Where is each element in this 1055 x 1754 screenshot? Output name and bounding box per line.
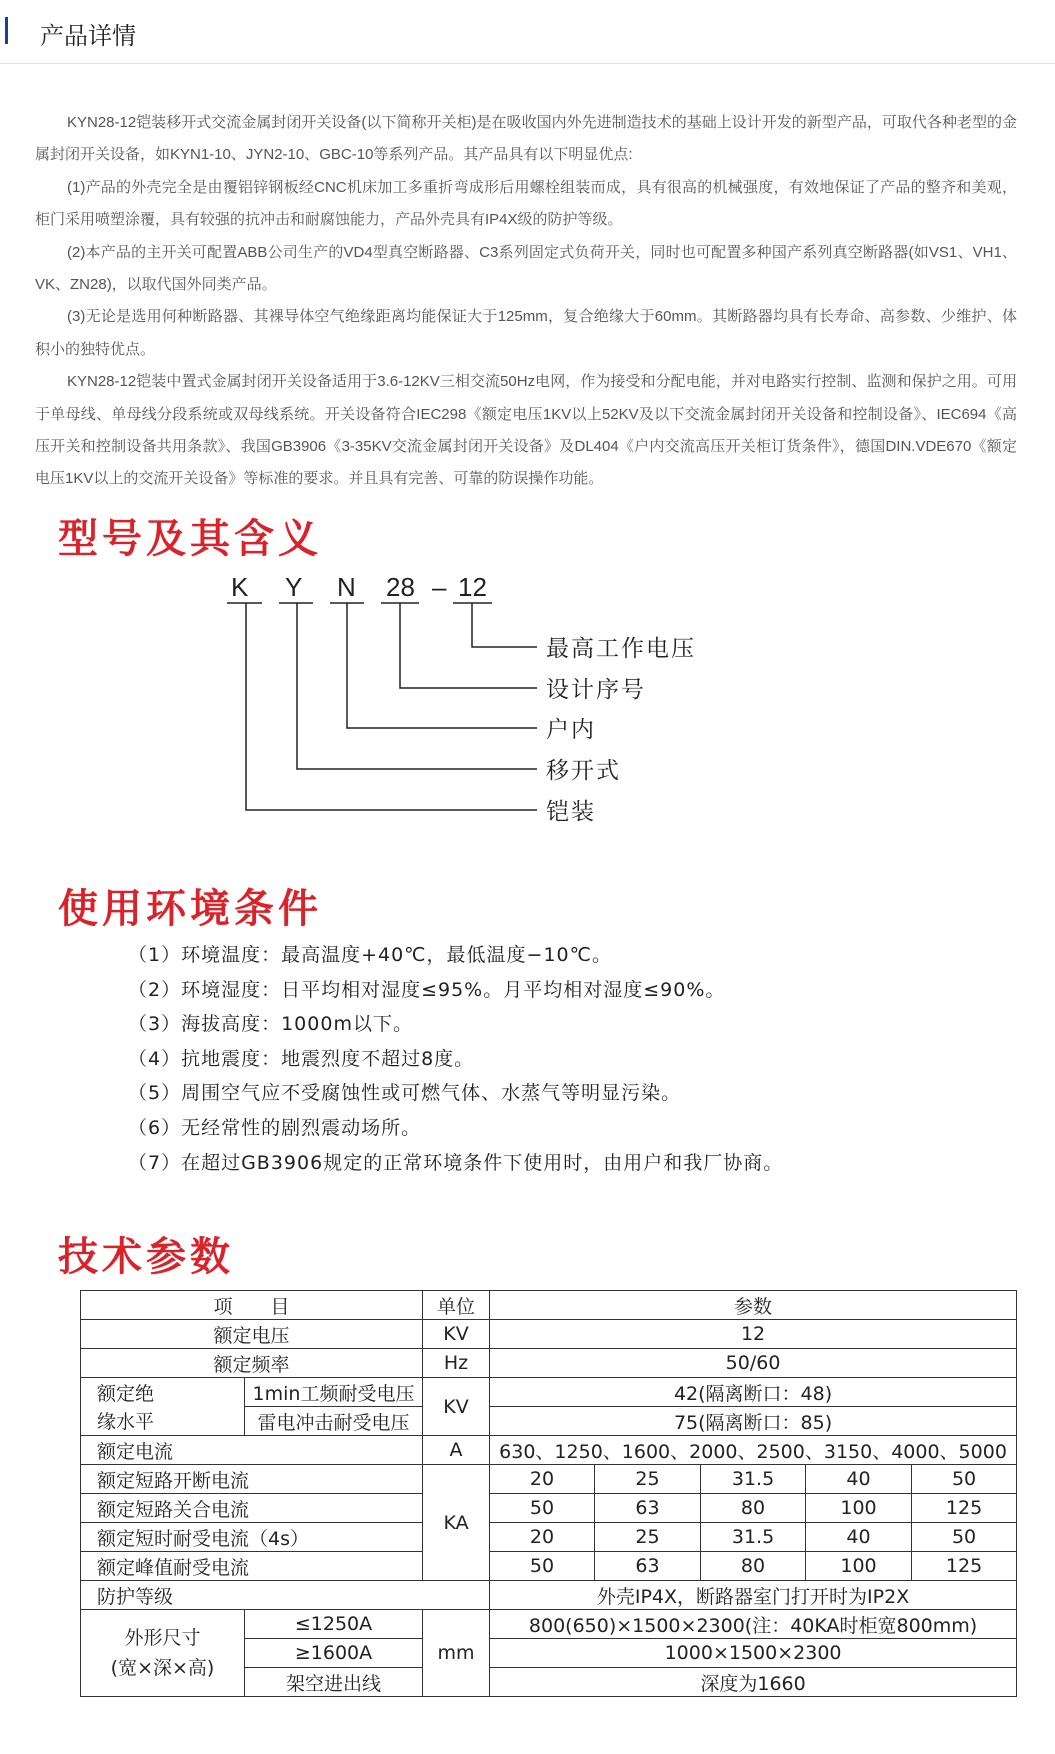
row-value: 31.5 [701,1465,806,1494]
row-unit: KV [423,1378,490,1436]
row-value: 外壳IP4X，断路器室门打开时为IP2X [490,1581,1017,1610]
row-value: 125 [912,1552,1017,1581]
row-sublabel: ≤1250A [245,1610,423,1639]
list-item: （5）周围空气应不受腐蚀性或可燃气体、水蒸气等明显污染。 [128,1082,682,1105]
leader-design-no [400,603,537,688]
row-value: 50 [490,1494,595,1523]
tech-section-title: 技术参数 [58,1234,234,1280]
row-label: 额定短路关合电流 [81,1494,423,1523]
row-sublabel: 1min工频耐受电压 [245,1378,423,1407]
table-row [81,1494,1017,1523]
dimensions-sublabel: (宽×深×高) [110,1657,215,1679]
row-unit: Hz [423,1349,490,1378]
model-letter-n: N [337,572,356,602]
header-item: 项 目 [81,1291,423,1320]
model-diagram-lines [0,0,1055,840]
table-row [81,1407,1017,1436]
row-label: 额定短路开断电流 [81,1465,423,1494]
leader-withdrawable [297,603,537,769]
row-value: 深度为1660 [490,1668,1017,1697]
table-row [81,1436,1017,1465]
row-label [81,1610,245,1697]
leader-metalclad [246,603,537,810]
env-section-title: 使用环境条件 [58,886,322,932]
label-max-voltage: 最高工作电压 [546,636,696,662]
model-letter-voltage: 12 [458,572,487,602]
dimensions-label: 外形尺寸 [124,1627,201,1649]
list-item: （1）环境温度：最高温度+40℃，最低温度−10℃。 [128,944,612,966]
row-value: 100 [806,1552,912,1581]
row-unit: KA [423,1465,490,1581]
label-withdrawable: 移开式 [546,758,621,784]
row-value: 20 [490,1465,595,1494]
row-value: 40 [806,1523,912,1552]
row-unit: KV [423,1320,490,1349]
env-conditions-list [128,938,783,1180]
row-value: 63 [595,1494,701,1523]
table-header-row [81,1291,1017,1320]
tech-spec-table [80,1290,1017,1697]
model-section-title: 型号及其含义 [58,516,322,562]
leader-indoor [347,603,537,728]
row-value: 1000×1500×2300 [490,1639,1017,1668]
model-letter-k: K [231,572,249,602]
model-letter-y: Y [285,572,303,602]
list-item: （2）环境湿度：日平均相对湿度≤95%。月平均相对湿度≤90%。 [128,978,726,1001]
table-row [81,1349,1017,1378]
list-item: （7）在超过GB3906规定的正常环境条件下使用时，由用户和我厂协商。 [128,1151,784,1174]
row-value: 42(隔离断口：48) [490,1378,1017,1407]
row-value: 25 [595,1465,701,1494]
row-value: 100 [806,1494,912,1523]
row-value: 12 [490,1320,1017,1349]
label-design-no: 设计序号 [546,677,646,703]
model-letter-design-no: 28 [386,572,415,602]
table-row [81,1581,1017,1610]
row-value: 50 [912,1523,1017,1552]
row-value: 75(隔离断口：85) [490,1407,1017,1436]
row-label: 额定绝 [81,1378,245,1407]
label-metalclad: 铠装 [546,799,596,825]
row-label: 防护等级 [81,1581,490,1610]
row-value: 630、1250、1600、2000、2500、3150、4000、5000 [490,1436,1017,1465]
intro-paragraph: KYN28-12铠装移开式交流金属封闭开关设备(以下简称开关柜)是在吸收国内外先进制造技术的基础上设计开发的新型产品，可取代各种老型的金属封闭开关设备，如KYN1-10、JYN2-10、GBC-10等系列产品。其产品具有以下明显优点: [35,114,1017,164]
list-item: （4）抗地震度：地震烈度不超过8度。 [128,1047,475,1070]
row-value: 50/60 [490,1349,1017,1378]
row-value: 80 [701,1552,806,1581]
table-row [81,1610,1017,1639]
header-unit: 单位 [423,1291,490,1320]
table-row [81,1378,1017,1407]
row-unit: A [423,1436,490,1465]
row-value: 50 [490,1552,595,1581]
row-value: 125 [912,1494,1017,1523]
row-value: 800(650)×1500×2300(注：40KA时柜宽800mm) [490,1610,1017,1639]
row-label: 缘水平 [81,1407,245,1436]
row-label: 额定短时耐受电流（4s） [81,1523,423,1552]
row-label: 额定电压 [81,1320,423,1349]
intro-paragraph: (3)无论是选用何种断路器、其裸导体空气绝缘距离均能保证大于125mm，复合绝缘大于60mm。其断路器均具有长寿命、高参数、少维护、体积小的独特优点。 [35,308,1017,358]
table-row [81,1523,1017,1552]
table-row [81,1320,1017,1349]
label-indoor: 户内 [546,717,596,743]
row-unit: mm [423,1610,490,1697]
row-value: 25 [595,1523,701,1552]
list-item: （6）无经常性的剧烈震动场所。 [128,1116,422,1139]
row-value: 50 [912,1465,1017,1494]
row-label: 额定峰值耐受电流 [81,1552,423,1581]
header-param: 参数 [490,1291,1017,1320]
row-value: 20 [490,1523,595,1552]
model-letter-dash: – [432,572,447,602]
row-value: 31.5 [701,1523,806,1552]
row-label: 额定频率 [81,1349,423,1378]
page-title: 产品详情 [40,23,136,50]
intro-paragraph: (1)产品的外壳完全是由覆铝锌钢板经CNC机床加工多重折弯成形后用螺栓组装而成，具有很高的机械强度，有效地保证了产品的整齐和美观，柜门采用喷塑涂覆，具有较强的抗冲击和耐腐蚀能力，产品外壳具有IP4X级的防护等级。 [35,178,1017,229]
row-sublabel: ≥1600A [245,1639,423,1668]
list-item: （3）海拔高度：1000m以下。 [128,1013,413,1036]
leader-voltage [472,603,537,647]
table-row [81,1552,1017,1581]
intro-paragraph: (2)本产品的主开关可配置ABB公司生产的VD4型真空断路器、C3系列固定式负荷开关，同时也可配置多种国产系列真空断路器(如VS1、VH1、VK、ZN28)，以取代国外同类产品。 [35,243,1017,294]
row-value: 80 [701,1494,806,1523]
row-value: 63 [595,1552,701,1581]
row-sublabel: 架空进出线 [245,1668,423,1697]
row-label: 额定电流 [81,1436,423,1465]
row-value: 40 [806,1465,912,1494]
intro-paragraph: KYN28-12铠装中置式金属封闭开关设备适用于3.6-12KV三相交流50Hz电网，作为接受和分配电能，并对电路实行控制、监测和保护之用。可用于单母线、单母线分段系统或双母线系统。开关设备符合IEC298《额定电压1KV以上52KV及以下交流金属封闭开关设备和控制设备》、IEC694《高压开关和控制设备共用条款》、我国GB3906《3-35KV交流金属封闭开关设备》及DL404《户内交流高压开关柜订货条件》，德国DIN.VDE670《额定电压1KV以上的交流开关设备》等标准的要求。并且具有完善、可靠的防误操作功能。 [35,373,1017,488]
table-row [81,1465,1017,1494]
row-sublabel: 雷电冲击耐受电压 [245,1407,423,1436]
